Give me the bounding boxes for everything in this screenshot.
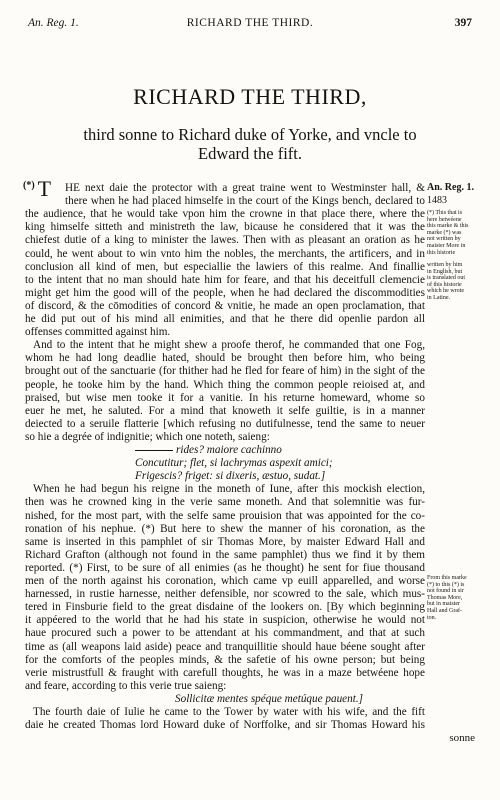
- text-line: harnessed, in rustie harnesse, neither defensible, nor scowred to the sale, which mus-: [25, 588, 425, 601]
- margin-note-line: in English, but: [427, 268, 463, 275]
- verse-text: rides? maiore cachinno: [176, 444, 282, 456]
- text-line: to the intent that no man should hate him for feare, and that his deceitfull clemencie: [25, 273, 425, 286]
- margin-note-line: (*) to this (*) is: [427, 581, 465, 588]
- text-line: people, he tooke him by the hand. Which thing the common people reioised at, and: [25, 378, 425, 391]
- page-number: 397: [454, 17, 472, 29]
- margin-note-line: written by him: [427, 262, 463, 268]
- margin-regnal-year: An. Reg. 1.: [427, 182, 474, 193]
- text-line: there when he had placed himselfe in the court of the Kings bench, declared to: [65, 195, 425, 208]
- margin-note-line: which he wrote: [427, 288, 464, 295]
- regnal-year: An. Reg. 1.: [28, 17, 79, 29]
- text-line: he did put out of his mind all enimities, and that he there did openlie pardon all: [25, 313, 425, 325]
- subtitle-line: third sonne to Richard duke of Yorke, and vncle to: [83, 125, 417, 144]
- text-line: whom he had long deadlie hated, should be brought then before him, who being: [25, 352, 425, 365]
- verse-line: Sollicitæ mentes spéque metúque pauent.]: [175, 692, 363, 705]
- text-line: brought out of the sanctuarie (for thither had he fled for feare of him) in the sight of the: [25, 365, 425, 378]
- text-line: nished, for the most part, with the selfe same prouision that was appointed for the co-: [25, 509, 425, 522]
- text-line: so hie a degrée of indignitie; which one noteth, saieng:: [25, 430, 270, 443]
- text-line: reported. (*) First, to be sure of all enimies (as he thought) he sent for fiue thousand: [25, 561, 425, 574]
- text-line: daie he created Thomas lord Howard duke of Norffolke, and sir Thomas Howard his: [25, 719, 425, 732]
- catchword: sonne: [449, 732, 475, 745]
- margin-note-line: maister More in: [427, 243, 466, 249]
- text-line: deiected to a seruile flatterie [which refusing no dutifulnesse, tend the same to neuer: [25, 417, 425, 430]
- dropcap-marker: (*): [23, 180, 35, 191]
- text-line: king himselfe sitteth and ministreth the law, bicause he considered that it was the: [25, 221, 425, 234]
- text-line: praised, but wise men tooke it for a vanitie. In his returne homeward, whome so: [25, 391, 425, 404]
- margin-note-line: not found in sir: [427, 588, 464, 595]
- margin-note-line: this marke & this: [427, 223, 469, 230]
- text-line: verie mistrustfull & fraught with carefull thoughts, he was in a maze betwéene hope: [25, 666, 425, 679]
- text-line: could, he went about to win vnto him the nobles, the merchants, the artificers, and in: [25, 247, 425, 260]
- verse-line: [135, 444, 425, 457]
- dash-rule: [135, 450, 173, 451]
- text-line: tered in Finsburie field to the great disdaine of the lookers on. [By which beginning: [25, 601, 425, 614]
- text-line: The fourth daie of Iulie he came to the Tower by water with his wife, and the fift: [33, 706, 425, 718]
- text-line: the audience, that he would take vpon him the crowne in that place there, where the: [25, 208, 425, 221]
- margin-note-line: is translated out: [427, 275, 465, 282]
- margin-note-line: From this marke: [427, 575, 467, 581]
- text-line: conclusion all kind of men, but especiallie the lawiers of this realme. And finallie: [25, 260, 425, 273]
- margin-note-line: in Latine.: [427, 295, 450, 301]
- text-line: chiefest dutie of a king to minister the lawes. Then with as pleasant an oration as he: [25, 234, 425, 247]
- text-line: Richard Grafton (although not found in the same pamphlet) thus we find it by them: [25, 548, 425, 561]
- margin-note-line: Thomas More,: [427, 594, 463, 601]
- text-line: of discord, & the cōmodities of concord & vnitie, he made an open proclamation, that: [25, 299, 425, 312]
- margin-note-line: marke (*) was: [427, 229, 462, 236]
- page-subtitle: [40, 125, 460, 163]
- margin-note-line: ton.: [427, 614, 437, 621]
- text-line: time as (all weapons laid aside) peace and tranquillitie should haue béene sought after: [25, 640, 425, 653]
- text-line: for the comforts of the peoples minds, & the safetie of his owne person; but being: [25, 653, 425, 666]
- text-line: ronation of his nephue. (*) But here to shew the manner of his coronation, as the: [25, 522, 425, 535]
- margin-note-line: Hall and Graf-: [427, 608, 462, 614]
- verse-line: Frigescis? friget: si dixeris, æstuo, sudat.]: [135, 470, 326, 483]
- margin-note-line: but in maister: [427, 601, 460, 608]
- verse-line: Concutitur; flet, si lachrymas aspexit amici;: [135, 457, 333, 470]
- text-line: it appéered to the world that he had his state in suspicion, otherwise he would not: [25, 614, 425, 627]
- text-line: same is inserted in this pamphlet of sir Thomas More, by maister Edward Hall and: [25, 535, 425, 548]
- text-line: and feare, according to this verie true saieng:: [25, 679, 227, 692]
- margin-note-line: of this historie: [427, 281, 462, 288]
- dropcap-letter: T: [37, 176, 52, 201]
- text-line: HE next daie the protector with a great traine went to Westminster hall, &: [65, 182, 425, 194]
- text-line: And to the intent that he might shew a proofe therof, he commanded that one Fog,: [33, 339, 425, 352]
- text-line: might get him the good will of the people, when he had declared the discommodities: [25, 286, 425, 299]
- margin-note-line: (*) This that is: [427, 210, 463, 216]
- page-title: RICHARD THE THIRD,: [133, 84, 367, 109]
- text-line: euer he met, he saluted. For a mind that knoweth it selfe guiltie, is in a manner: [25, 404, 425, 417]
- text-line: men of the north against his coronation, which came vp euill apparelled, and worse: [25, 575, 425, 587]
- text-line: haue procured such a power to be attendant at his commandment, and that at such: [25, 627, 425, 640]
- running-title: RICHARD THE THIRD.: [186, 17, 314, 29]
- text-line: When he had begun his reigne in the moneth of Iune, after this mockish election,: [33, 483, 425, 496]
- subtitle-line: Edward the fift.: [197, 144, 302, 163]
- margin-note-line: this historie: [427, 249, 456, 256]
- margin-note-line: here betwéene: [427, 216, 462, 223]
- margin-note-line: not written by: [427, 236, 461, 243]
- text-line: offenses committed against him.: [25, 326, 171, 339]
- dropcap: [23, 176, 52, 201]
- margin-year: 1483: [427, 195, 447, 206]
- text-line: then was he crowned king in the verie same moneth. And that solemnitie was fur-: [25, 496, 425, 509]
